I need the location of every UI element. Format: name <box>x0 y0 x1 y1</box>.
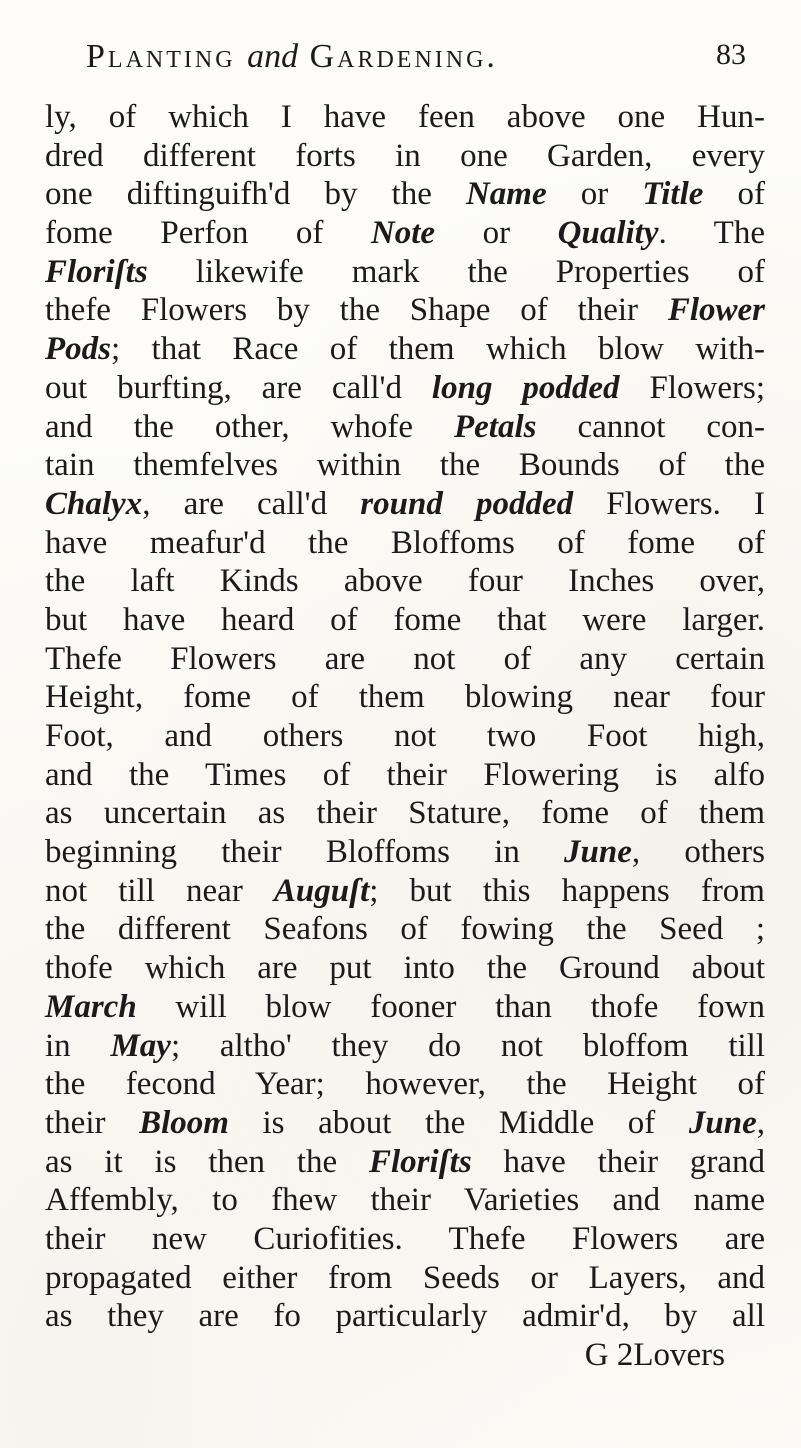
text-line <box>45 949 765 988</box>
text-line <box>45 1065 765 1104</box>
emphasis-word: Petals <box>454 408 537 445</box>
page-footer <box>45 1336 765 1375</box>
text-run: , are call'd <box>142 485 361 522</box>
text-run: thefe Flowers by the Shape of their <box>45 292 668 329</box>
text-run: have meafur'd the Bloffoms of fome of <box>45 524 765 561</box>
emphasis-word: Chalyx <box>45 485 143 522</box>
text-line <box>45 1027 765 1066</box>
body-text <box>45 98 765 1375</box>
emphasis-word: Floriſts <box>368 1143 472 1180</box>
emphasis-word: Flower <box>667 292 765 329</box>
text-run: their <box>45 1104 140 1141</box>
text-line <box>45 1181 765 1220</box>
text-line <box>45 291 765 330</box>
signature-mark: G 2 <box>584 1337 634 1373</box>
running-head <box>86 38 786 88</box>
text-line <box>45 1143 765 1182</box>
running-head-and: and <box>247 38 299 75</box>
text-run: propagated either from Seeds or Layers, and <box>45 1259 765 1296</box>
text-run: and the Times of their Flowering is alfo <box>45 756 765 793</box>
text-run: dred different forts in one Garden, every <box>45 137 765 174</box>
text-run: Flowers. I <box>573 485 765 522</box>
text-line <box>45 1220 765 1259</box>
text-run: as it is then the <box>45 1143 369 1180</box>
text-run: the fecond Year; however, the Height of <box>45 1066 765 1103</box>
text-line <box>45 137 765 176</box>
text-line <box>45 408 765 447</box>
text-run: cannot con- <box>536 408 765 445</box>
emphasis-word: long podded <box>431 369 620 406</box>
text-run: not till near <box>45 872 274 909</box>
text-run: . The <box>658 215 765 252</box>
text-line <box>45 1104 765 1143</box>
text-run: Flowers; <box>619 369 766 406</box>
text-run: Thefe Flowers are not of any certain <box>45 640 765 677</box>
text-line <box>45 640 765 679</box>
text-line <box>45 678 765 717</box>
text-run: Foot, and others not two Foot high, <box>45 718 765 754</box>
emphasis-word: Name <box>465 176 547 213</box>
emphasis-word: Pods <box>45 331 111 368</box>
emphasis-word: Title <box>642 176 704 213</box>
text-run: ; altho' they do not bloffom till <box>170 1027 765 1064</box>
text-run: as uncertain as their Stature, fome of them <box>45 795 765 832</box>
text-run: beginning their Bloffoms in <box>45 834 565 871</box>
page-number: 83 <box>716 38 746 71</box>
text-line <box>45 717 765 756</box>
text-line <box>45 1297 765 1336</box>
text-run: fome Perfon of <box>45 215 371 252</box>
emphasis-word: Bloom <box>139 1104 229 1141</box>
text-run: the laft Kinds above four Inches over, <box>45 563 765 600</box>
running-head-gardening: Gardening. <box>309 38 498 75</box>
running-head-planting: Planting <box>86 38 236 75</box>
text-run: one diftinguifh'd by the <box>45 176 466 213</box>
emphasis-word: May <box>110 1027 171 1064</box>
text-line <box>45 214 765 253</box>
text-line <box>45 756 765 795</box>
emphasis-word: June <box>688 1104 757 1141</box>
text-run: or <box>546 176 643 213</box>
text-line <box>45 330 765 369</box>
text-line <box>45 485 765 524</box>
text-run: ; but this happens from <box>369 872 765 909</box>
catchword: Lovers <box>633 1337 725 1373</box>
text-line <box>45 524 765 563</box>
text-run: ; that Race of them which blow with- <box>111 331 765 368</box>
text-line <box>45 601 765 640</box>
emphasis-word: June <box>564 834 632 871</box>
emphasis-word: Note <box>370 215 436 252</box>
text-run: as they are fo particularly admir'd, by all <box>45 1298 765 1335</box>
text-run: their new Curiofities. Thefe Flowers are <box>45 1220 765 1257</box>
text-run: have their grand <box>471 1143 765 1180</box>
emphasis-word: Quality <box>557 215 659 252</box>
text-run: Affembly, to fhew their Varieties and name <box>45 1182 765 1219</box>
text-line <box>45 98 765 137</box>
text-run: and the other, whofe <box>45 408 454 445</box>
text-run: likewife mark the Properties of <box>147 253 765 290</box>
text-run: Height, fome of them blowing near four <box>45 679 765 716</box>
text-line <box>45 988 765 1027</box>
emphasis-word: Floriſts <box>45 253 148 290</box>
text-line <box>45 1259 765 1298</box>
text-line <box>45 794 765 833</box>
text-run: out burfting, are call'd <box>45 369 432 406</box>
text-run: the different Seafons of fowing the Seed ; <box>45 911 765 948</box>
text-run: thofe which are put into the Ground about <box>45 950 765 987</box>
text-line <box>45 562 765 601</box>
emphasis-word: Auguſt <box>273 872 370 909</box>
text-run: tain themfelves within the Bounds of the <box>45 447 765 484</box>
text-run: or <box>435 215 558 252</box>
emphasis-word: March <box>45 988 137 1025</box>
text-line <box>45 833 765 872</box>
text-run: in <box>45 1027 111 1064</box>
text-line <box>45 446 765 485</box>
text-line <box>45 253 765 292</box>
text-line <box>45 369 765 408</box>
text-run: , <box>756 1104 765 1141</box>
text-run: of <box>703 176 765 213</box>
text-run: is about the Middle of <box>228 1104 689 1141</box>
emphasis-word: round podded <box>360 485 574 522</box>
text-line <box>45 872 765 911</box>
text-run: but have heard of fome that were larger. <box>45 601 765 638</box>
text-run: , others <box>631 834 765 871</box>
text-run: ly, of which I have feen above one Hun- <box>45 99 765 135</box>
text-run: will blow fooner than thofe fown <box>136 988 765 1025</box>
text-line <box>45 910 765 949</box>
text-line <box>45 175 765 214</box>
